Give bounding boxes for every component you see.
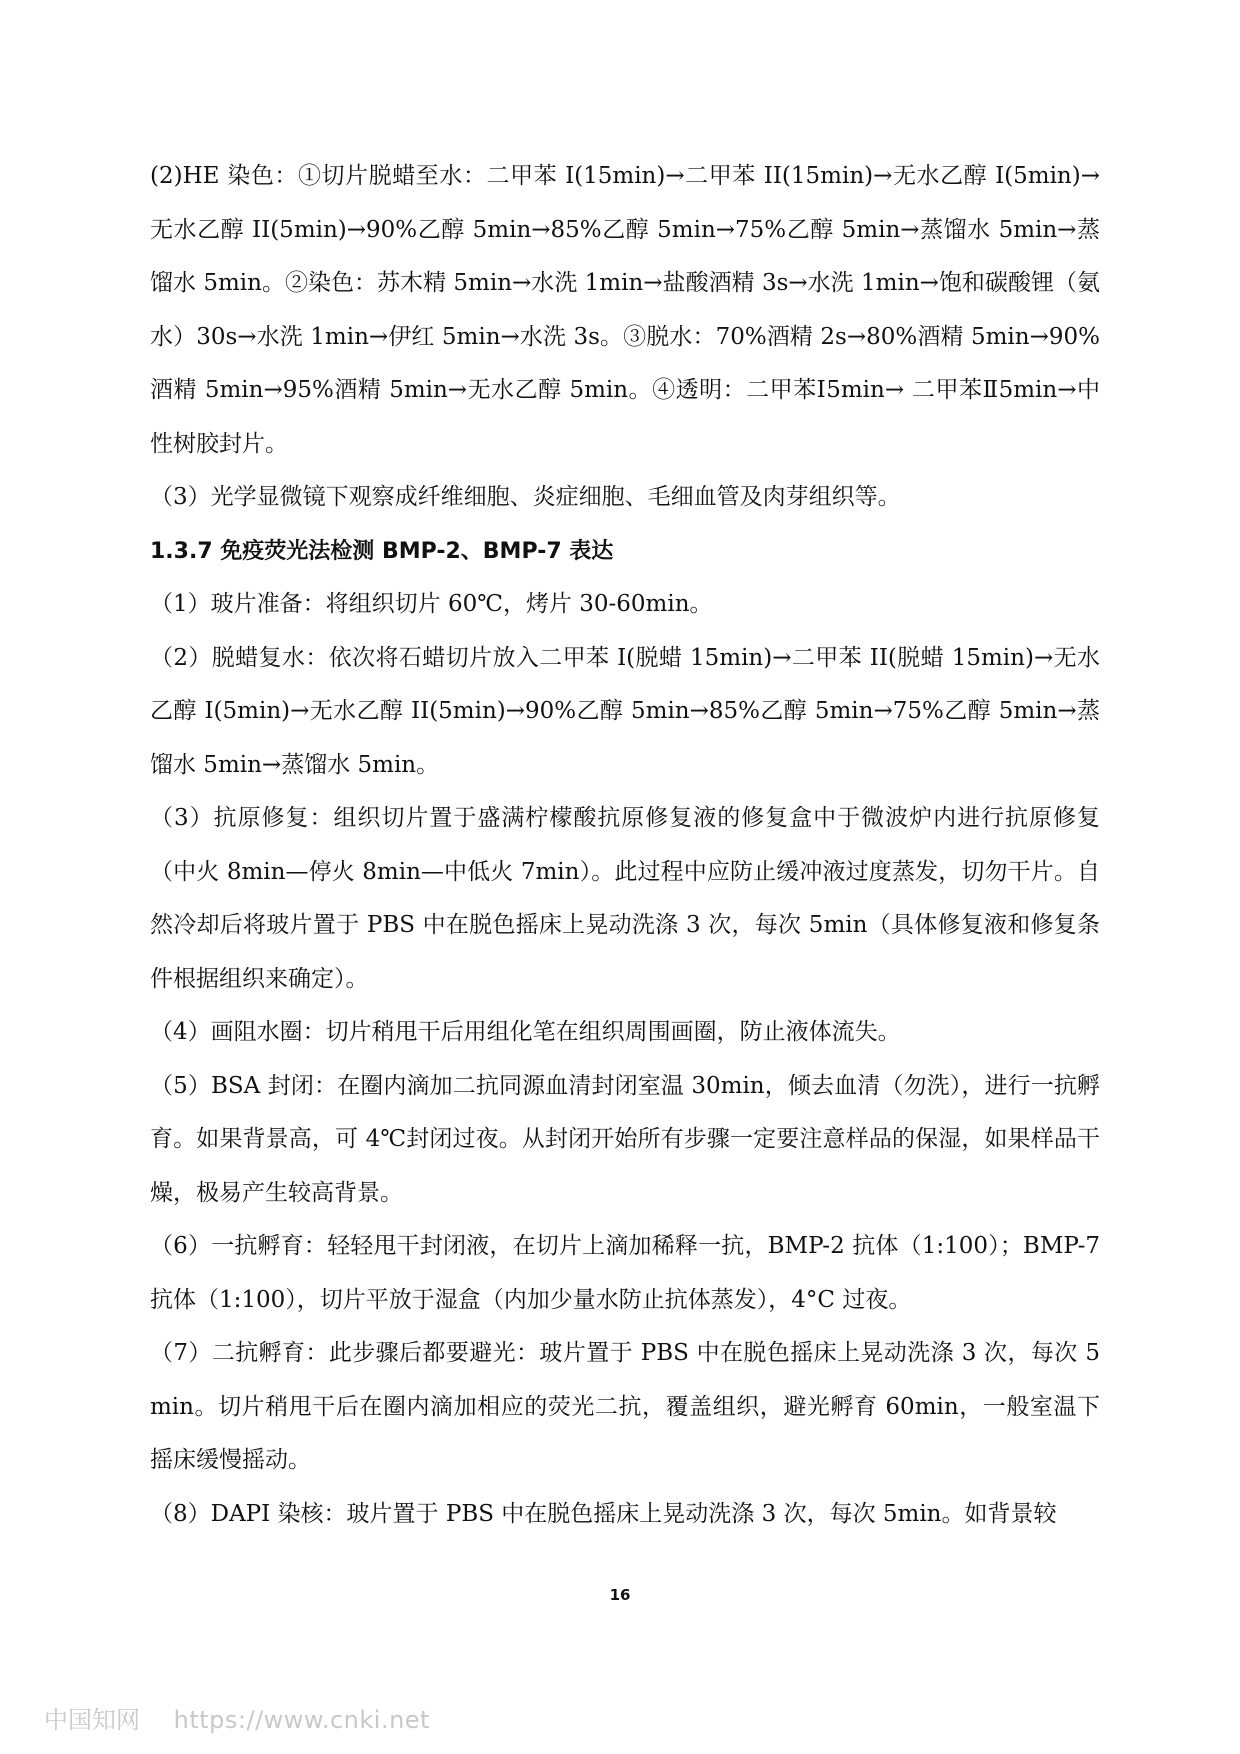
paragraph-microscope-observation: （3）光学显微镜下观察成纤维细胞、炎症细胞、毛细血管及肉芽组织等。 (150, 484, 901, 510)
step-water-barrier: （4）画阻水圈：切片稍甩干后用组化笔在组织周围画圈，防止液体流失。 (150, 1019, 901, 1045)
paragraph-he-staining: (2)HE 染色：①切片脱蜡至水：二甲苯 I(15min)→二甲苯 II(15min)→无水乙醇 I(5min)→无水乙醇 II(5min)→90%乙醇 5min→85%乙醇 5min→75%乙醇 5min→蒸馏水 5min→蒸馏水 5min。②染色：苏木精 5min→水洗 1min→盐酸酒精 3s→水洗 1min→饱和碳酸锂（氨水）30s→水洗 1min→伊红 5min→水洗 3s。③脱水：70%酒精 2s→80%酒精 5min→90%酒精 5min→95%酒精 5min→无水乙醇 5min。④透明：二甲苯Ⅰ5min→ 二甲苯Ⅱ5min→中性树胶封片。 (150, 163, 1100, 457)
section-heading: 1.3.7 免疫荧光法检测 BMP-2、BMP-7 表达 (150, 538, 614, 564)
cnki-watermark (44, 1700, 430, 1735)
step-dapi-staining: （8）DAPI 染核：玻片置于 PBS 中在脱色摇床上晃动洗涤 3 次，每次 5min。如背景较 (150, 1500, 1057, 1527)
step-primary-antibody: （6）一抗孵育：轻轻甩干封闭液，在切片上滴加稀释一抗，BMP-2 抗体（1:100）；BMP-7 抗体（1:100），切片平放于湿盒（内加少量水防止抗体蒸发），4°C 过夜。 (150, 1233, 1100, 1313)
step-dewax-rehydrate: （2）脱蜡复水：依次将石蜡切片放入二甲苯 I(脱蜡 15min)→二甲苯 II(脱蜡 15min)→无水乙醇 I(5min)→无水乙醇 II(5min)→90%乙醇 5min→85%乙醇 5min→75%乙醇 5min→蒸馏水 5min→蒸馏水 5min。 (150, 644, 1100, 778)
page-number: 16 (609, 1586, 631, 1604)
step-bsa-blocking: （5）BSA 封闭：在圈内滴加二抗同源血清封闭室温 30min，倾去血清（勿洗），进行一抗孵育。如果背景高，可 4℃封闭过夜。从封闭开始所有步骤一定要注意样品的保湿，如果样品干燥，极易产生较高背景。 (150, 1072, 1100, 1206)
page-body (150, 150, 1100, 1541)
watermark-url: https://www.cnki.net (173, 1706, 430, 1734)
step-antigen-retrieval: （3）抗原修复：组织切片置于盛满柠檬酸抗原修复液的修复盒中于微波炉内进行抗原修复（中火 8min—停火 8min—中低火 7min）。此过程中应防止缓冲液过度蒸发，切勿干片。自然冷却后将玻片置于 PBS 中在脱色摇床上晃动洗涤 3 次，每次 5min（具体修复液和修复条件根据组织来确定）。 (150, 805, 1100, 992)
watermark-brand: 中国知网 (44, 1706, 140, 1734)
step-slide-preparation: （1）玻片准备：将组织切片 60℃，烤片 30-60min。 (150, 591, 713, 617)
step-secondary-antibody: （7）二抗孵育：此步骤后都要避光：玻片置于 PBS 中在脱色摇床上晃动洗涤 3 次，每次 5min。切片稍甩干后在圈内滴加相应的荧光二抗，覆盖组织，避光孵育 60min，一般室温下摇床缓慢摇动。 (150, 1340, 1100, 1473)
